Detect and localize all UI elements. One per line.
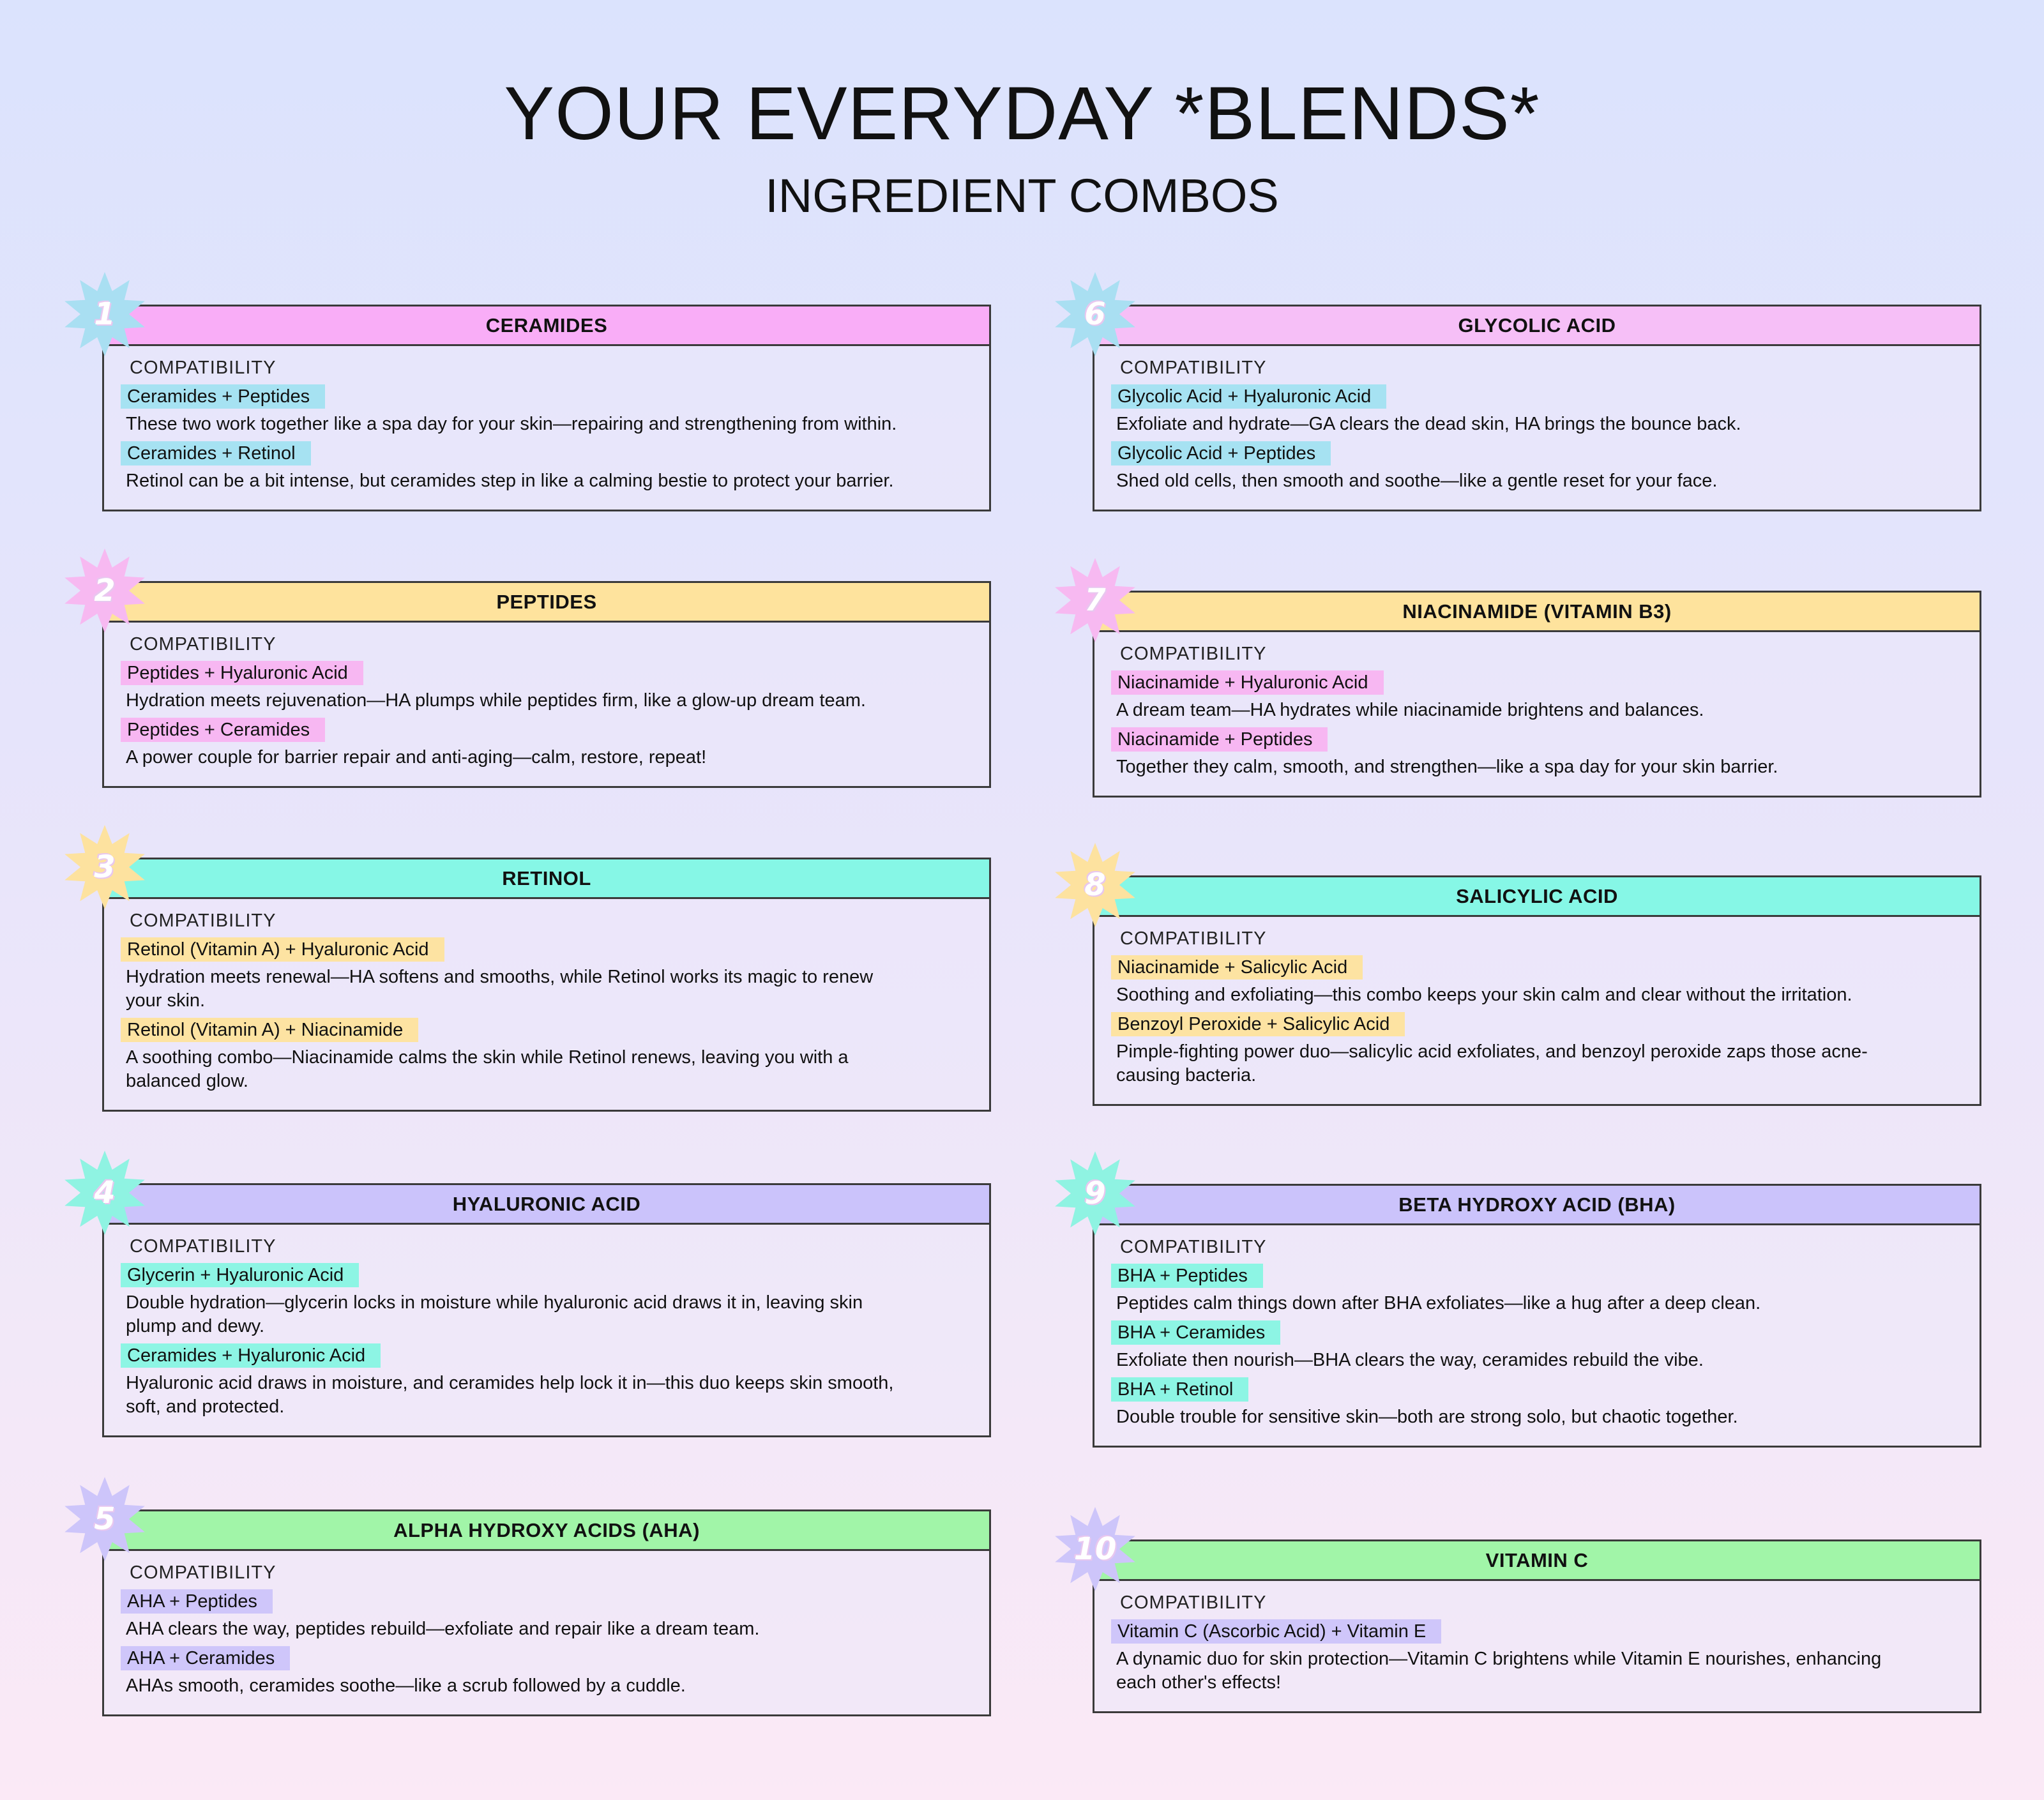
page-subtitle: INGREDIENT COMBOS xyxy=(765,169,1279,222)
combo-item xyxy=(126,1018,967,1093)
card-body xyxy=(1094,917,1980,1104)
combo-tag: Ceramides + Peptides xyxy=(121,384,325,409)
combo-item xyxy=(1116,670,1958,722)
combo-description: A dynamic duo for skin protection—Vitamin C brightens while Vitamin E nourishes, enhancing each other's effects! xyxy=(1116,1649,1882,1693)
combo-item xyxy=(126,937,967,1013)
card-number: 3 xyxy=(94,849,116,885)
card-number: 10 xyxy=(1073,1531,1117,1567)
card-header: GLYCOLIC ACID xyxy=(1094,306,1980,346)
compatibility-label: COMPATIBILITY xyxy=(130,911,276,931)
combo-tag: BHA + Retinol xyxy=(1111,1377,1248,1402)
combo-description: A dream team—HA hydrates while niacinamide brightens and balances. xyxy=(1116,700,1704,720)
ingredient-card xyxy=(1093,875,1981,1106)
compatibility-label: COMPATIBILITY xyxy=(1120,928,1267,949)
card-number: 8 xyxy=(1084,867,1106,903)
combo-description: A power couple for barrier repair and anti-aging—calm, restore, repeat! xyxy=(126,747,707,768)
card-body xyxy=(1094,346,1980,510)
combo-item xyxy=(1116,1320,1958,1372)
card-number: 7 xyxy=(1084,582,1106,618)
compatibility-label: COMPATIBILITY xyxy=(130,1236,276,1257)
compatibility-label: COMPATIBILITY xyxy=(1120,644,1267,664)
card-header: PEPTIDES xyxy=(104,583,989,623)
ingredient-card xyxy=(1093,1184,1981,1448)
combo-tag: Niacinamide + Peptides xyxy=(1111,727,1328,752)
combo-item xyxy=(1116,1619,1958,1695)
ingredient-card xyxy=(1093,591,1981,798)
card-header: BETA HYDROXY ACID (BHA) xyxy=(1094,1186,1980,1225)
combo-description: Soothing and exfoliating—this combo keeps your skin calm and clear without the irritation. xyxy=(1116,985,1852,1005)
combo-description: These two work together like a spa day for your skin—repairing and strengthening from within. xyxy=(126,414,897,434)
number-star-icon xyxy=(1050,1504,1140,1594)
card-header: HYALURONIC ACID xyxy=(104,1185,989,1225)
combo-description: Hydration meets renewal—HA softens and smooths, while Retinol works its magic to renew your skin. xyxy=(126,967,874,1011)
card-number: 5 xyxy=(94,1501,116,1537)
ingredient-card xyxy=(102,1509,991,1716)
combo-item xyxy=(1116,955,1958,1007)
card-body xyxy=(1094,632,1980,796)
number-star-icon xyxy=(60,1148,149,1237)
ingredient-card xyxy=(102,305,991,511)
number-star-icon xyxy=(60,822,149,912)
combo-tag: Peptides + Hyaluronic Acid xyxy=(121,661,363,685)
combo-tag: Glycolic Acid + Hyaluronic Acid xyxy=(1111,384,1386,409)
card-header: ALPHA HYDROXY ACIDS (AHA) xyxy=(104,1511,989,1551)
combo-tag: BHA + Peptides xyxy=(1111,1264,1263,1288)
combo-item xyxy=(126,1343,967,1419)
combo-tag: Retinol (Vitamin A) + Hyaluronic Acid xyxy=(121,937,444,962)
compatibility-label: COMPATIBILITY xyxy=(130,634,276,654)
card-body xyxy=(104,1551,989,1714)
number-star-icon xyxy=(60,1474,149,1564)
card-header: SALICYLIC ACID xyxy=(1094,877,1980,917)
card-body xyxy=(1094,1581,1980,1711)
number-star-icon xyxy=(1050,840,1140,930)
card-body xyxy=(1094,1225,1980,1446)
combo-description: Pimple-fighting power duo—salicylic acid exfoliates, and benzoyl peroxide zaps those acne-causing bacteria. xyxy=(1116,1041,1868,1085)
combo-tag: Ceramides + Retinol xyxy=(121,441,311,465)
compatibility-label: COMPATIBILITY xyxy=(130,1562,276,1583)
page-title: YOUR EVERYDAY *BLENDS* xyxy=(504,72,1540,156)
combo-tag: Ceramides + Hyaluronic Acid xyxy=(121,1343,381,1368)
combo-tag: Niacinamide + Hyaluronic Acid xyxy=(1111,670,1384,695)
card-number: 6 xyxy=(1084,296,1106,332)
combo-description: A soothing combo—Niacinamide calms the skin while Retinol renews, leaving you with a balanced glow. xyxy=(126,1047,849,1091)
combo-description: Together they calm, smooth, and strengthen—like a spa day for your skin barrier. xyxy=(1116,757,1778,777)
combo-description: Shed old cells, then smooth and soothe—like a gentle reset for your face. xyxy=(1116,471,1718,491)
combo-tag: Benzoyl Peroxide + Salicylic Acid xyxy=(1111,1012,1405,1036)
combo-description: AHA clears the way, peptides rebuild—exfoliate and repair like a dream team. xyxy=(126,1619,760,1639)
combo-tag: AHA + Ceramides xyxy=(121,1646,290,1670)
combo-description: Exfoliate then nourish—BHA clears the way, ceramides rebuild the vibe. xyxy=(1116,1350,1704,1370)
combo-item xyxy=(126,1589,967,1641)
combo-description: Hydration meets rejuvenation—HA plumps while peptides firm, like a glow-up dream team. xyxy=(126,690,866,711)
combo-item xyxy=(126,661,967,713)
card-number: 2 xyxy=(94,573,116,609)
combo-tag: BHA + Ceramides xyxy=(1111,1320,1280,1345)
combo-description: Peptides calm things down after BHA exfoliates—like a hug after a deep clean. xyxy=(1116,1293,1761,1313)
combo-description: Double trouble for sensitive skin—both are strong solo, but chaotic together. xyxy=(1116,1407,1738,1427)
ingredient-card xyxy=(102,1183,991,1437)
combo-description: Hyaluronic acid draws in moisture, and ceramides help lock it in—this duo keeps skin smooth, soft, and protected. xyxy=(126,1373,894,1417)
combo-item xyxy=(1116,1377,1958,1429)
combo-tag: Glycolic Acid + Peptides xyxy=(1111,441,1331,465)
combo-tag: Retinol (Vitamin A) + Niacinamide xyxy=(121,1018,418,1042)
combo-item xyxy=(1116,1012,1958,1087)
combo-item xyxy=(1116,1264,1958,1315)
combo-item xyxy=(126,1646,967,1698)
number-star-icon xyxy=(1050,1149,1140,1238)
ingredient-card xyxy=(1093,305,1981,511)
card-header: NIACINAMIDE (VITAMIN B3) xyxy=(1094,593,1980,632)
combo-description: Double hydration—glycerin locks in moisture while hyaluronic acid draws it in, leaving skin plump and dewy. xyxy=(126,1292,863,1336)
combo-tag: Peptides + Ceramides xyxy=(121,718,325,742)
combo-item xyxy=(1116,441,1958,493)
compatibility-label: COMPATIBILITY xyxy=(130,358,276,378)
combo-item xyxy=(126,384,967,436)
card-number: 1 xyxy=(94,296,116,332)
number-star-icon xyxy=(60,546,149,635)
combo-tag: Niacinamide + Salicylic Acid xyxy=(1111,955,1363,979)
number-star-icon xyxy=(1050,269,1140,359)
combo-tag: AHA + Peptides xyxy=(121,1589,273,1614)
combo-tag: Glycerin + Hyaluronic Acid xyxy=(121,1263,359,1287)
card-body xyxy=(104,346,989,510)
card-number: 9 xyxy=(1084,1176,1106,1211)
combo-item xyxy=(1116,384,1958,436)
compatibility-label: COMPATIBILITY xyxy=(1120,1592,1267,1613)
card-header: CERAMIDES xyxy=(104,306,989,346)
number-star-icon xyxy=(1050,556,1140,645)
card-header: VITAMIN C xyxy=(1094,1541,1980,1581)
ingredient-card xyxy=(1093,1539,1981,1713)
ingredient-card xyxy=(102,581,991,788)
combo-item xyxy=(1116,727,1958,779)
combo-item xyxy=(126,441,967,493)
number-star-icon xyxy=(60,269,149,359)
combo-item xyxy=(126,718,967,769)
ingredient-card xyxy=(102,858,991,1112)
combo-description: Exfoliate and hydrate—GA clears the dead skin, HA brings the bounce back. xyxy=(1116,414,1741,434)
card-body xyxy=(104,623,989,786)
card-header: RETINOL xyxy=(104,859,989,899)
card-body xyxy=(104,1225,989,1435)
compatibility-label: COMPATIBILITY xyxy=(1120,1237,1267,1257)
combo-tag: Vitamin C (Ascorbic Acid) + Vitamin E xyxy=(1111,1619,1441,1644)
combo-description: Retinol can be a bit intense, but ceramides step in like a calming bestie to protect your barrier. xyxy=(126,471,894,491)
combo-item xyxy=(126,1263,967,1338)
card-body xyxy=(104,899,989,1110)
combo-description: AHAs smooth, ceramides soothe—like a scrub followed by a cuddle. xyxy=(126,1675,686,1696)
card-number: 4 xyxy=(94,1175,116,1211)
compatibility-label: COMPATIBILITY xyxy=(1120,358,1267,378)
